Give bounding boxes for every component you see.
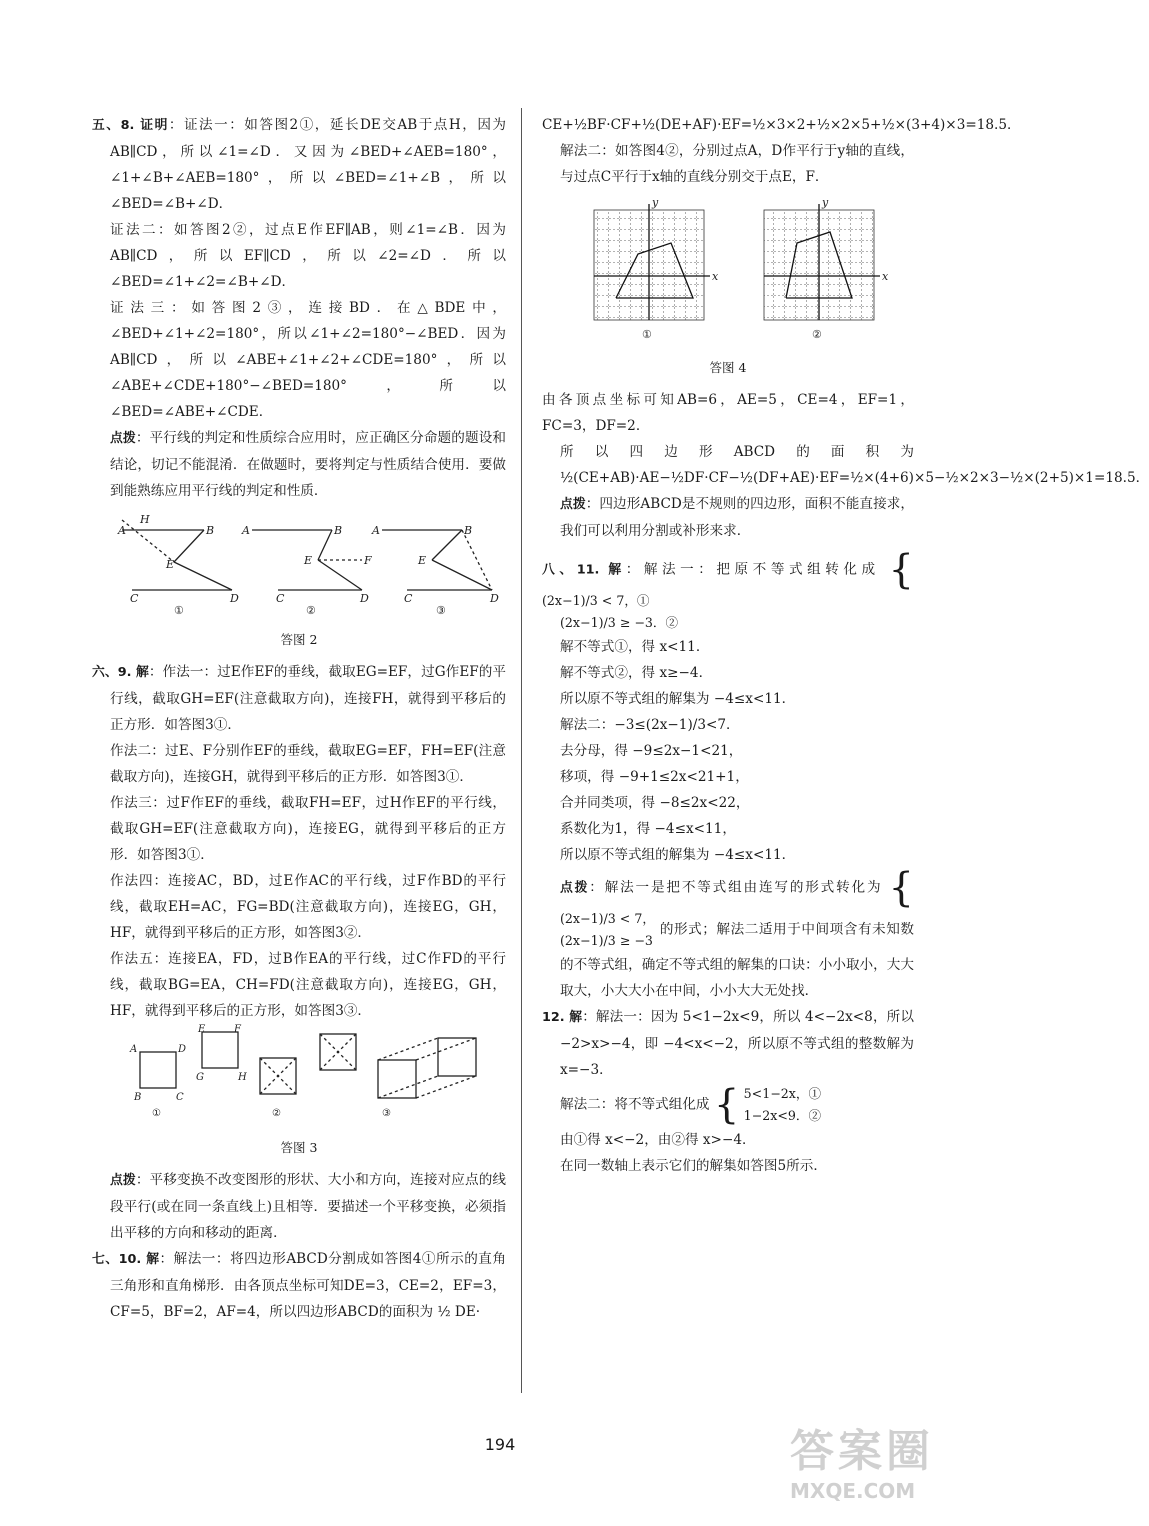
problem-12-method-2: 解法二：将不等式组化成 { 5<1−2x，① 1−2x<9．② bbox=[560, 1082, 822, 1128]
fig2c-label-E: E bbox=[418, 554, 427, 567]
problem-7-area: 所以四边形ABCD的面积为½(CE+AB)·AE−½DF·CF−½(DF+AE)·EF=½×(4+6)×5−½×2×3−½×(2+5)×1=18.5． bbox=[560, 444, 1149, 486]
fig2b-label-C: C bbox=[276, 592, 285, 605]
svg-text:B: B bbox=[134, 1092, 142, 1103]
watermark-logo: 答案圈 MXQE.COM bbox=[790, 1426, 934, 1503]
figure-2-svg bbox=[92, 510, 506, 618]
fig2c-label-D: D bbox=[490, 592, 499, 605]
fig2-label-B: B bbox=[206, 524, 215, 537]
step-9: 所以原不等式组的解集为 −4≤x<11． bbox=[560, 847, 796, 863]
figure-3-caption: 答图 3 bbox=[280, 1140, 318, 1155]
fig2-label-A: A bbox=[118, 524, 126, 537]
fig2-label-H: H bbox=[140, 513, 150, 526]
svg-text:G: G bbox=[196, 1072, 204, 1083]
svg-text:A: A bbox=[130, 1044, 138, 1055]
problem-6-method-2: 作法二：过E、F分别作EF的垂线，截取EG=EF，FH=EF(注意截取方向)，连接GH，就得到平移后的正方形．如答图3①． bbox=[110, 743, 506, 785]
problem-12-line-3: 在同一数轴上表示它们的解集如答图5所示． bbox=[560, 1158, 827, 1174]
fig2-label-D: D bbox=[230, 592, 239, 605]
fig3-sub-3: ③ bbox=[382, 1108, 391, 1119]
svg-text:H: H bbox=[238, 1072, 247, 1083]
problem-12-line-2: 由①得 x<−2，由②得 x>−4． bbox=[560, 1132, 756, 1148]
fig2-sub-2: ② bbox=[306, 604, 316, 617]
figure-2-caption: 答图 2 bbox=[280, 632, 318, 647]
fig4-sub-1: ① bbox=[642, 328, 652, 341]
step-2: 解不等式②，得 x≥−4． bbox=[560, 665, 713, 681]
problem-8-tip: 点拨：解法一是把不等式组由连写的形式转化为 { (2x−1)/3 < 7， (2x−1)/3 ≥ −3 的形式；解法二适用于中间项含有未知数的不等式组，确定不等式组的解集的口诀：小小取小，大大取大，小大大小在中间，小小大大无处找． bbox=[560, 865, 915, 999]
step-3: 所以原不等式组的解集为 −4≤x<11． bbox=[560, 691, 796, 707]
fig2b-label-F: F bbox=[364, 554, 372, 567]
problem-5-tip: 点拨：平行线的判定和性质综合应用时，应正确区分命题的题设和结论，切记不能混淆．在做题时，要将判定与性质结合使用．要做到能熟练应用平行线的判定和性质． bbox=[110, 430, 507, 499]
problem-6-method-3: 作法三：过F作EF的垂线，截取FH=EF，过H作EF的平行线，截取GH=EF(注意截取方向)，连接EG，就得到平移后的正方形．如答图3①． bbox=[110, 795, 506, 863]
fig2c-label-C: C bbox=[404, 592, 413, 605]
figure-2 bbox=[92, 510, 506, 653]
figure-4-svg bbox=[542, 196, 914, 346]
svg-text:x: x bbox=[882, 270, 889, 283]
problem-7-continued: CE+½BF·CF+½(DE+AF)·EF=½×3×2+½×2×5+½×(3+4)×3=18.5． bbox=[542, 117, 1021, 133]
figure-3 bbox=[92, 1024, 506, 1161]
fig2c-label-B: B bbox=[464, 524, 473, 537]
svg-text:C: C bbox=[176, 1092, 184, 1103]
problem-7-tip: 点拨：四边形ABCD是不规则的四边形，面积不能直接求，我们可以利用分割或补形来求． bbox=[560, 496, 915, 539]
svg-text:y: y bbox=[652, 196, 659, 209]
problem-6-method-5: 作法五：连接EA，FD，过B作EA的平行线，过C作FD的平行线，截取BG=EA，CH=FD(注意截取方向)，连接EG，GH，HF，就得到平移后的正方形，如答图3③． bbox=[110, 951, 506, 1019]
problem-6-tip: 点拨：平移变换不改变图形的形状、大小和方向，连接对应点的线段平行(或在同一条直线上)且相等．要描述一个平移变换，必须指出平移的方向和移动的距离． bbox=[110, 1172, 507, 1241]
problem-12-line-1: 12. 解：解法一：因为 5<1−2x<9，所以 4<−2x<8，所以 −2>x>−4，即 −4<x<−2，所以原不等式组的整数解为 x=−3． bbox=[542, 1009, 914, 1078]
step-1: 解不等式①，得 x<11． bbox=[560, 639, 710, 655]
fig3-sub-1: ① bbox=[152, 1108, 161, 1119]
figure-4 bbox=[542, 196, 914, 381]
left-column bbox=[92, 112, 506, 1325]
step-4: 解法二：−3≤(2x−1)/3<7． bbox=[560, 717, 740, 733]
problem-7-line-1: 七、10. 解：解法一：将四边形ABCD分割成如答图4①所示的直角三角形和直角梯形．由各顶点坐标可知DE=3，CE=2，EF=3，CF=5，BF=2，AF=4，所以四边形ABCD的面积为 ½ DE· bbox=[92, 1251, 506, 1320]
fig2-label-C: C bbox=[130, 592, 139, 605]
column-divider bbox=[521, 108, 522, 1393]
figure-3-svg bbox=[92, 1024, 506, 1126]
fig2c-label-A: A bbox=[372, 524, 380, 537]
problem-5-line-1: 五、8. 证明：证法一：如答图2①，延长DE交AB于点H，因为AB∥CD，所以∠1=∠D．又因为∠BED+∠AEB=180°，∠1+∠B+∠AEB=180°，所以∠BED=∠1+∠B，所以∠BED=∠B+∠D． bbox=[92, 117, 506, 212]
svg-text:x: x bbox=[712, 270, 719, 283]
fig2b-label-B: B bbox=[334, 524, 343, 537]
step-7: 合并同类项，得 −8≤2x<22， bbox=[560, 795, 750, 811]
svg-text:E: E bbox=[198, 1024, 206, 1035]
fig2-sub-1: ① bbox=[174, 604, 184, 617]
fig2b-label-E: E bbox=[304, 554, 313, 567]
problem-6-method-4: 作法四：连接AC，BD，过E作AC的平行线，过F作BD的平行线，截取EH=AC，FG=BD(注意截取方向)，连接EG，GH，HF，就得到平移后的正方形，如答图3②． bbox=[110, 873, 506, 941]
page-number: 194 bbox=[484, 1435, 516, 1454]
problem-7-lengths: 由各顶点坐标可知AB=6，AE=5，CE=4，EF=1，FC=3，DF=2． bbox=[542, 392, 914, 434]
step-5: 去分母，得 −9≤2x−1<21， bbox=[560, 743, 743, 759]
fig2b-label-D: D bbox=[360, 592, 369, 605]
fig2-label-E: E bbox=[166, 558, 175, 571]
svg-text:D: D bbox=[178, 1044, 187, 1055]
fig2b-label-A: A bbox=[242, 524, 250, 537]
svg-text:y: y bbox=[822, 196, 829, 209]
right-column bbox=[542, 112, 1149, 1179]
fig4-sub-2: ② bbox=[812, 328, 822, 341]
inequality-system: (2x−1)/3 < 7，① (2x−1)/3 ≥ −3．② bbox=[542, 593, 679, 630]
fig3-sub-2: ② bbox=[272, 1108, 281, 1119]
problem-5-method-2: 证法二：如答图2②，过点E作EF∥AB，则∠1=∠B．因为AB∥CD，所以EF∥CD，所以∠2=∠D．所以∠BED=∠1+∠2=∠B+∠D． bbox=[110, 222, 506, 290]
problem-5-method-3: 证法三：如答图2③，连接BD．在△BDE中，∠BED+∠1+∠2=180°，所以∠1+∠2=180°−∠BED．因为AB∥CD，所以∠ABE+∠1+∠2+∠CDE=180°，所以∠ABE+∠CDE+180°−∠BED=180°，所以∠BED=∠ABE+∠CDE． bbox=[110, 300, 506, 420]
step-6: 移项，得 −9+1≤2x<21+1， bbox=[560, 769, 749, 785]
problem-6-line-1: 六、9. 解：作法一：过E作EF的垂线，截取EG=EF，过G作EF的平行线，截取GH=EF(注意截取方向)，连接FH，就得到平移后的正方形．如答图3①． bbox=[92, 664, 506, 733]
step-8: 系数化为1，得 −4≤x<11， bbox=[560, 821, 736, 837]
problem-7-method-2: 解法二：如答图4②，分别过点A，D作平行于y轴的直线，与过点C平行于x轴的直线分别交于点E，F． bbox=[560, 143, 914, 185]
figure-4-caption: 答图 4 bbox=[709, 360, 747, 375]
problem-8-intro: 八、11. 解：解法一：把原不等式组转化成 { (2x−1)/3 < 7，① (2x−1)/3 ≥ −3．② bbox=[542, 550, 914, 634]
svg-text:F: F bbox=[234, 1024, 241, 1035]
fig2-sub-3: ③ bbox=[436, 604, 446, 617]
system-brace: { bbox=[888, 547, 914, 593]
